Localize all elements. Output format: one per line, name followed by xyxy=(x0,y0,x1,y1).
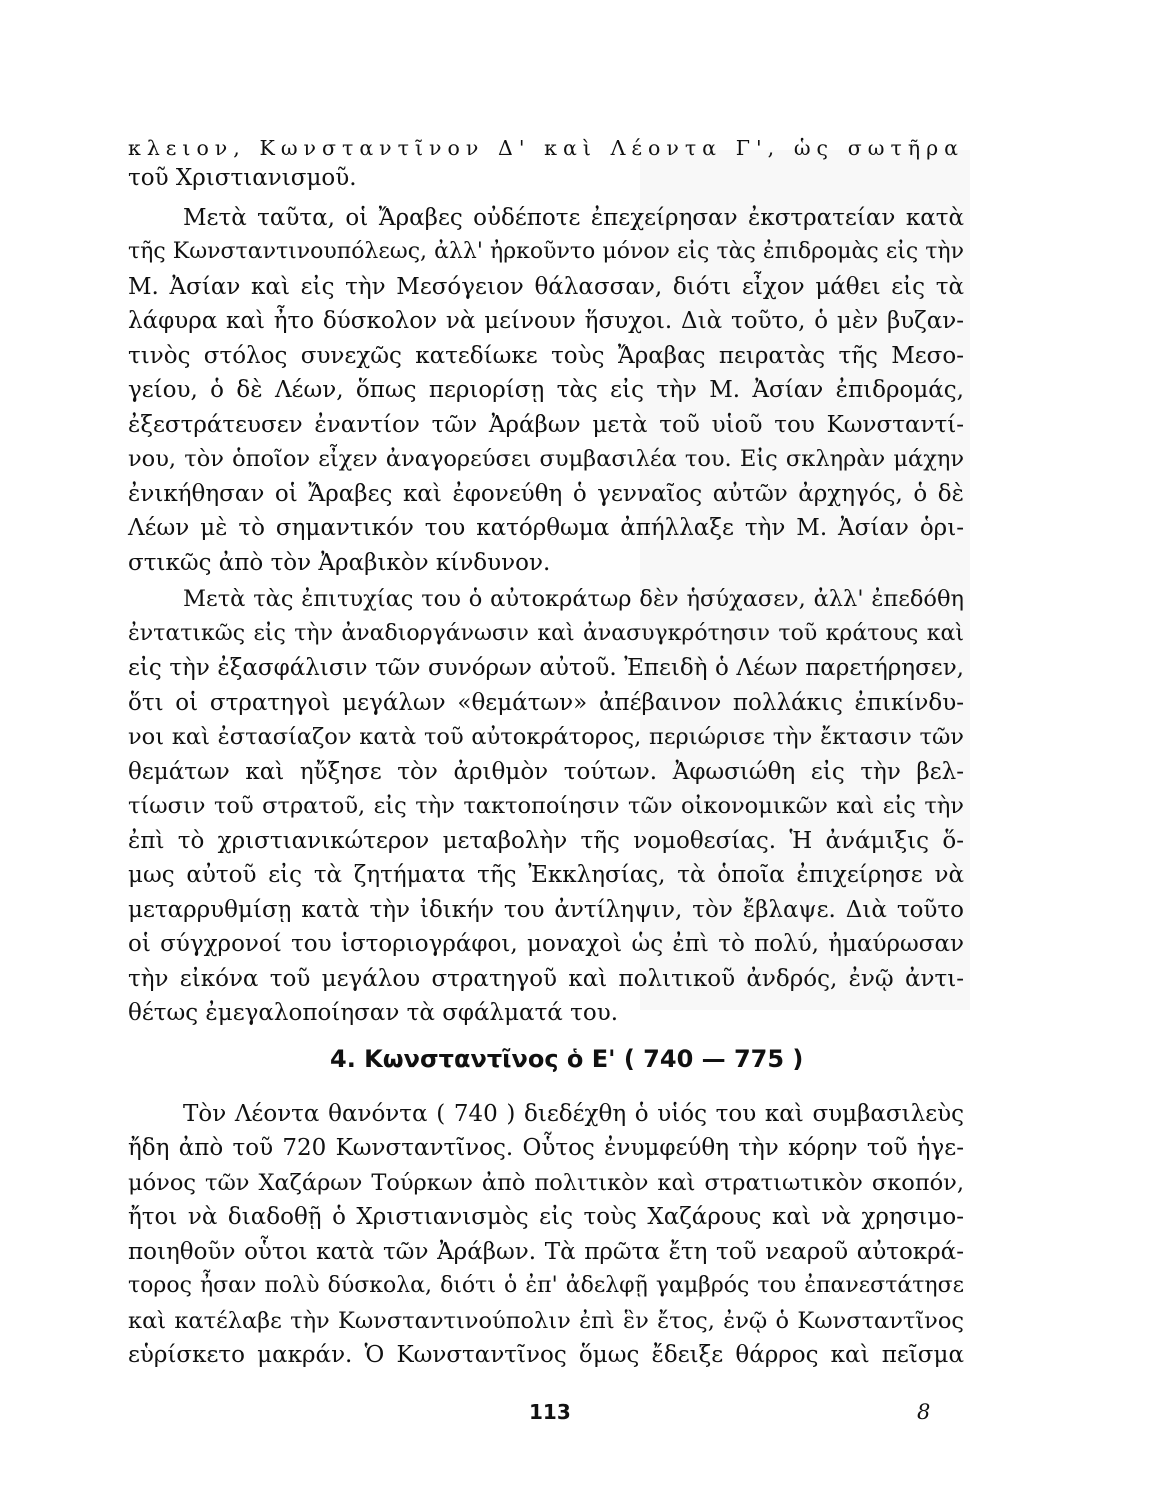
text-line: τινὸς στόλος συνεχῶς κατεδίωκε τοὺς Ἄραβας πειρατὰς τῆς Μεσο- xyxy=(128,343,964,369)
section-heading: 4. Κωνσταντῖνος ὁ Ε' ( 740 — 775 ) xyxy=(330,1045,804,1073)
text-line: μόνος τῶν Χαζάρων Τούρκων ἀπὸ πολιτικὸν καὶ στρατιωτικὸν σκοπόν, xyxy=(128,1170,964,1196)
text-line: μως αὐτοῦ εἰς τὰ ζητήματα τῆς Ἐκκλησίας, τὰ ὁποῖα ἐπιχείρησε νὰ xyxy=(128,862,964,888)
text-line: ποιηθοῦν οὗτοι κατὰ τῶν Ἀράβων. Τὰ πρῶτα ἔτη τοῦ νεαροῦ αὐτοκρά- xyxy=(128,1239,964,1265)
text-line: Τὸν Λέοντα θανόντα ( 740 ) διεδέχθη ὁ υἱός του καὶ συμβασιλεὺς xyxy=(183,1101,964,1127)
text-line: θέτως ἐμεγαλοποίησαν τὰ σφάλματά του. xyxy=(128,1000,619,1026)
text-line: ἐντατικῶς εἰς τὴν ἀναδιοργάνωσιν καὶ ἀνασυγκρότησιν τοῦ κράτους καὶ xyxy=(128,621,964,646)
text-line: Μετὰ ταῦτα, οἱ Ἄραβες οὐδέποτε ἐπεχείρησαν ἐκστρατείαν κατὰ xyxy=(183,205,964,231)
text-line: τορος ἦσαν πολὺ δύσκολα, διότι ὁ ἐπ' ἀδελφῇ γαμβρός του ἐπανεστάτησε xyxy=(128,1273,964,1298)
text-line: Λέων μὲ τὸ σημαντικόν του κατόρθωμα ἀπήλλαξε τὴν Μ. Ἀσίαν ὁρι- xyxy=(128,515,964,541)
text-line: Μετὰ τὰς ἐπιτυχίας του ὁ αὐτοκράτωρ δὲν ἡσύχασεν, ἀλλ' ἐπεδόθη xyxy=(183,586,964,612)
text-line: κλειον, Κωνσταντῖνον Δ' καὶ Λέοντα Γ', ὡς σωτῆρα xyxy=(128,136,964,160)
text-line: νοι καὶ ἐστασίαζον κατὰ τοῦ αὐτοκράτορος, περιώρισε τὴν ἔκτασιν τῶν xyxy=(128,724,964,750)
text-line: ἤτοι νὰ διαδοθῇ ὁ Χριστιανισμὸς εἰς τοὺς Χαζάρους καὶ νὰ χρησιμο- xyxy=(128,1204,964,1230)
text-line: εἰς τὴν ἐξασφάλισιν τῶν συνόρων αὐτοῦ. Ἐπειδὴ ὁ Λέων παρετήρησεν, xyxy=(128,655,964,681)
text-line: τὴν εἰκόνα τοῦ μεγάλου στρατηγοῦ καὶ πολιτικοῦ ἀνδρός, ἐνῷ ἀντι- xyxy=(128,966,964,992)
text-line: θεμάτων καὶ ηὔξησε τὸν ἀριθμὸν τούτων. Ἀφωσιώθη εἰς τὴν βελ- xyxy=(128,759,964,785)
text-line: λάφυρα καὶ ἦτο δύσκολον νὰ μείνουν ἥσυχοι. Διὰ τοῦτο, ὁ μὲν βυζαν- xyxy=(128,308,964,334)
text-line: ἐνικήθησαν οἱ Ἄραβες καὶ ἐφονεύθη ὁ γενναῖος αὐτῶν ἀρχηγός, ὁ δὲ xyxy=(128,481,964,507)
text-line: Μ. Ἀσίαν καὶ εἰς τὴν Μεσόγειον θάλασσαν, διότι εἶχον μάθει εἰς τὰ xyxy=(128,274,964,300)
text-line: εὑρίσκετο μακράν. Ὁ Κωνσταντῖνος ὅμως ἔδειξε θάρρος καὶ πεῖσμα xyxy=(128,1342,964,1368)
text-line: μεταρρυθμίσῃ κατὰ τὴν ἰδικήν του ἀντίληψιν, τὸν ἔβλαψε. Διὰ τοῦτο xyxy=(128,897,964,923)
page-number: 113 xyxy=(529,1400,571,1424)
text-line: καὶ κατέλαβε τὴν Κωνσταντινούπολιν ἐπὶ ἓν ἔτος, ἐνῷ ὁ Κωνσταντῖνος xyxy=(128,1308,964,1334)
text-line: ὅτι οἱ στρατηγοὶ μεγάλων «θεμάτων» ἀπέβαινον πολλάκις ἐπικίνδυ- xyxy=(128,690,964,716)
text-line: ἐπὶ τὸ χριστιανικώτερον μεταβολὴν τῆς νομοθεσίας. Ἡ ἀνάμιξις ὅ- xyxy=(128,828,964,854)
text-line: τοῦ Χριστιανισμοῦ. xyxy=(128,165,357,191)
text-line: τίωσιν τοῦ στρατοῦ, εἰς τὴν τακτοποίησιν τῶν οἰκονομικῶν καὶ εἰς τὴν xyxy=(128,793,964,819)
text-line: ἐξεστράτευσεν ἐναντίον τῶν Ἀράβων μετὰ τοῦ υἱοῦ του Κωνσταντί- xyxy=(128,412,964,438)
text-line: στικῶς ἀπὸ τὸν Ἀραβικὸν κίνδυνον. xyxy=(128,550,551,576)
text-line: γείου, ὁ δὲ Λέων, ὅπως περιορίσῃ τὰς εἰς τὴν Μ. Ἀσίαν ἐπιδρομάς, xyxy=(128,377,964,403)
text-line: οἱ σύγχρονοί του ἱστοριογράφοι, μοναχοὶ ὡς ἐπὶ τὸ πολύ, ἠμαύρωσαν xyxy=(128,931,964,957)
text-line: ἤδη ἀπὸ τοῦ 720 Κωνσταντῖνος. Οὗτος ἐνυμφεύθη τὴν κόρην τοῦ ἡγε- xyxy=(128,1135,964,1161)
text-line: τῆς Κωνσταντινουπόλεως, ἀλλ' ἠρκοῦντο μόνον εἰς τὰς ἐπιδρομὰς εἰς τὴν xyxy=(128,239,964,264)
signature-number: 8 xyxy=(917,1400,931,1424)
text-line: νου, τὸν ὁποῖον εἶχεν ἀναγορεύσει συμβασιλέα του. Εἰς σκληρὰν μάχην xyxy=(128,446,964,472)
